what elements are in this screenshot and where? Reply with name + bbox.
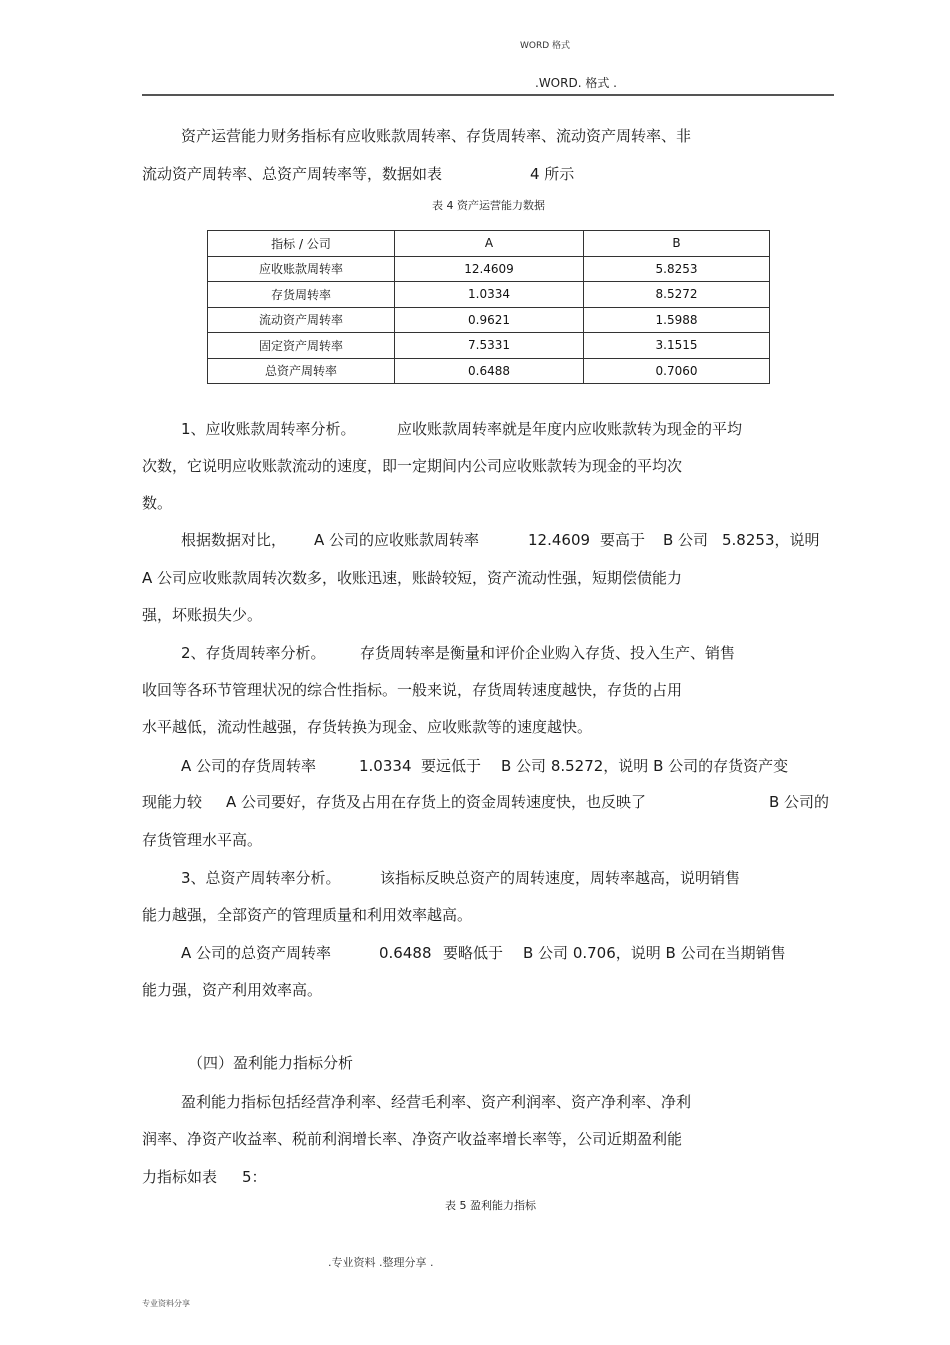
- s1-compare-f: 5.8253，说明: [722, 531, 820, 549]
- s2-line-1: 存货周转率是衡量和评价企业购入存货、投入生产、销售: [360, 644, 736, 662]
- s1-compare-d: 要高于: [600, 531, 646, 549]
- s3-compare-line-2: 能力强，资产利用效率高。: [142, 981, 323, 999]
- table-cell: 0.7060: [584, 358, 770, 384]
- s1-compare-a: 根据数据对比，: [181, 531, 287, 549]
- s2-heading: 2、存货周转率分析。: [181, 644, 326, 662]
- s1-compare-c: 12.4609: [528, 531, 591, 549]
- s2-compare-line-3: 存货管理水平高。: [142, 831, 263, 849]
- intro-line-2: 流动资产周转率、总资产周转率等，数据如表: [142, 165, 443, 183]
- table4-caption: 表 4 资产运营能力数据: [432, 199, 545, 212]
- footer-text: .专业资料 .整理分享 .: [328, 1256, 434, 1269]
- footer-small-text: 专业资料分享: [142, 1299, 190, 1308]
- s4-title: （四）盈利能力指标分析: [188, 1054, 354, 1072]
- s1-compare-e: B 公司: [663, 531, 709, 549]
- header-title: .WORD. 格式 .: [535, 76, 617, 90]
- table4: [207, 230, 770, 384]
- s3-line-2: 能力越强，全部资产的管理质量和利用效率越高。: [142, 906, 473, 924]
- s2-compare-a: A 公司的存货周转率: [181, 757, 317, 775]
- table-cell: 1.5988: [584, 307, 770, 333]
- header-small-label: WORD 格式: [520, 41, 571, 51]
- s3-heading: 3、总资产周转率分析。: [181, 869, 341, 887]
- s1-line-2: 次数，它说明应收账款流动的速度，即一定期间内公司应收账款转为现金的平均次: [142, 457, 683, 475]
- table-cell: 流动资产周转率: [208, 307, 395, 333]
- s1-line-3: 数。: [142, 494, 173, 512]
- s1-line-1: 应收账款周转率就是年度内应收账款转为现金的平均: [397, 420, 743, 438]
- s3-compare-d: B 公司 0.706，说明 B 公司在当期销售: [523, 944, 786, 962]
- s2-line-2: 收回等各环节管理状况的综合性指标。一般来说，存货周转速度越快，存货的占用: [142, 681, 683, 699]
- table-cell: 8.5272: [584, 282, 770, 308]
- s2-line-3: 水平越低，流动性越强，存货转换为现金、应收账款等的速度越快。: [142, 718, 593, 736]
- s2-compare-d: B 公司 8.5272，说明 B 公司的存货资产变: [501, 757, 789, 775]
- header-cell: A: [395, 231, 584, 257]
- table-cell: 0.6488: [395, 358, 584, 384]
- s1-compare-line-2: A 公司应收账款周转次数多，收账迅速，账龄较短，资产流动性强，短期偿债能力: [142, 569, 683, 587]
- s4-line-1: 盈利能力指标包括经营净利率、经营毛利率、资产利润率、资产净利率、净利: [181, 1093, 692, 1111]
- s1-heading: 1、应收账款周转率分析。: [181, 420, 356, 438]
- s3-compare-a: A 公司的总资产周转率: [181, 944, 332, 962]
- table-cell: 存货周转率: [208, 282, 395, 308]
- table-row: [208, 282, 770, 308]
- table-cell: 1.0334: [395, 282, 584, 308]
- s4-line-3b: 5：: [242, 1168, 267, 1186]
- table-cell: 固定资产周转率: [208, 333, 395, 359]
- table-cell: 5.8253: [584, 256, 770, 282]
- table-cell: 7.5331: [395, 333, 584, 359]
- s2-compare-line-2b: A 公司要好，存货及占用在存货上的资金周转速度快，也反映了: [226, 793, 647, 811]
- table-row: [208, 256, 770, 282]
- table-header-row: [208, 231, 770, 257]
- table5-caption: 表 5 盈利能力指标: [445, 1199, 536, 1212]
- intro-line-2-tail: 4 所示: [530, 165, 575, 183]
- s2-compare-c: 要远低于: [421, 757, 482, 775]
- table-row: [208, 358, 770, 384]
- s4-line-3a: 力指标如表: [142, 1168, 218, 1186]
- header-cell: 指标 / 公司: [208, 231, 395, 257]
- table-row: [208, 307, 770, 333]
- s3-line-1: 该指标反映总资产的周转速度，周转率越高，说明销售: [380, 869, 741, 887]
- s1-compare-line-3: 强，坏账损失少。: [142, 606, 263, 624]
- intro-line-1: 资产运营能力财务指标有应收账款周转率、存货周转率、流动资产周转率、非: [181, 127, 692, 145]
- s4-line-2: 润率、净资产收益率、税前利润增长率、净资产收益率增长率等，公司近期盈利能: [142, 1130, 683, 1148]
- header-divider: [142, 94, 834, 96]
- table-cell: 0.9621: [395, 307, 584, 333]
- table-cell: 应收账款周转率: [208, 256, 395, 282]
- table-row: [208, 333, 770, 359]
- s1-compare-b: A 公司的应收账款周转率: [314, 531, 480, 549]
- s3-compare-c: 要略低于: [443, 944, 504, 962]
- s2-compare-line-2a: 现能力较: [142, 793, 203, 811]
- s2-compare-b: 1.0334: [359, 757, 412, 775]
- header-cell: B: [584, 231, 770, 257]
- table-cell: 总资产周转率: [208, 358, 395, 384]
- s2-compare-line-2c: B 公司的: [769, 793, 830, 811]
- s3-compare-b: 0.6488: [379, 944, 432, 962]
- table-cell: 12.4609: [395, 256, 584, 282]
- table-cell: 3.1515: [584, 333, 770, 359]
